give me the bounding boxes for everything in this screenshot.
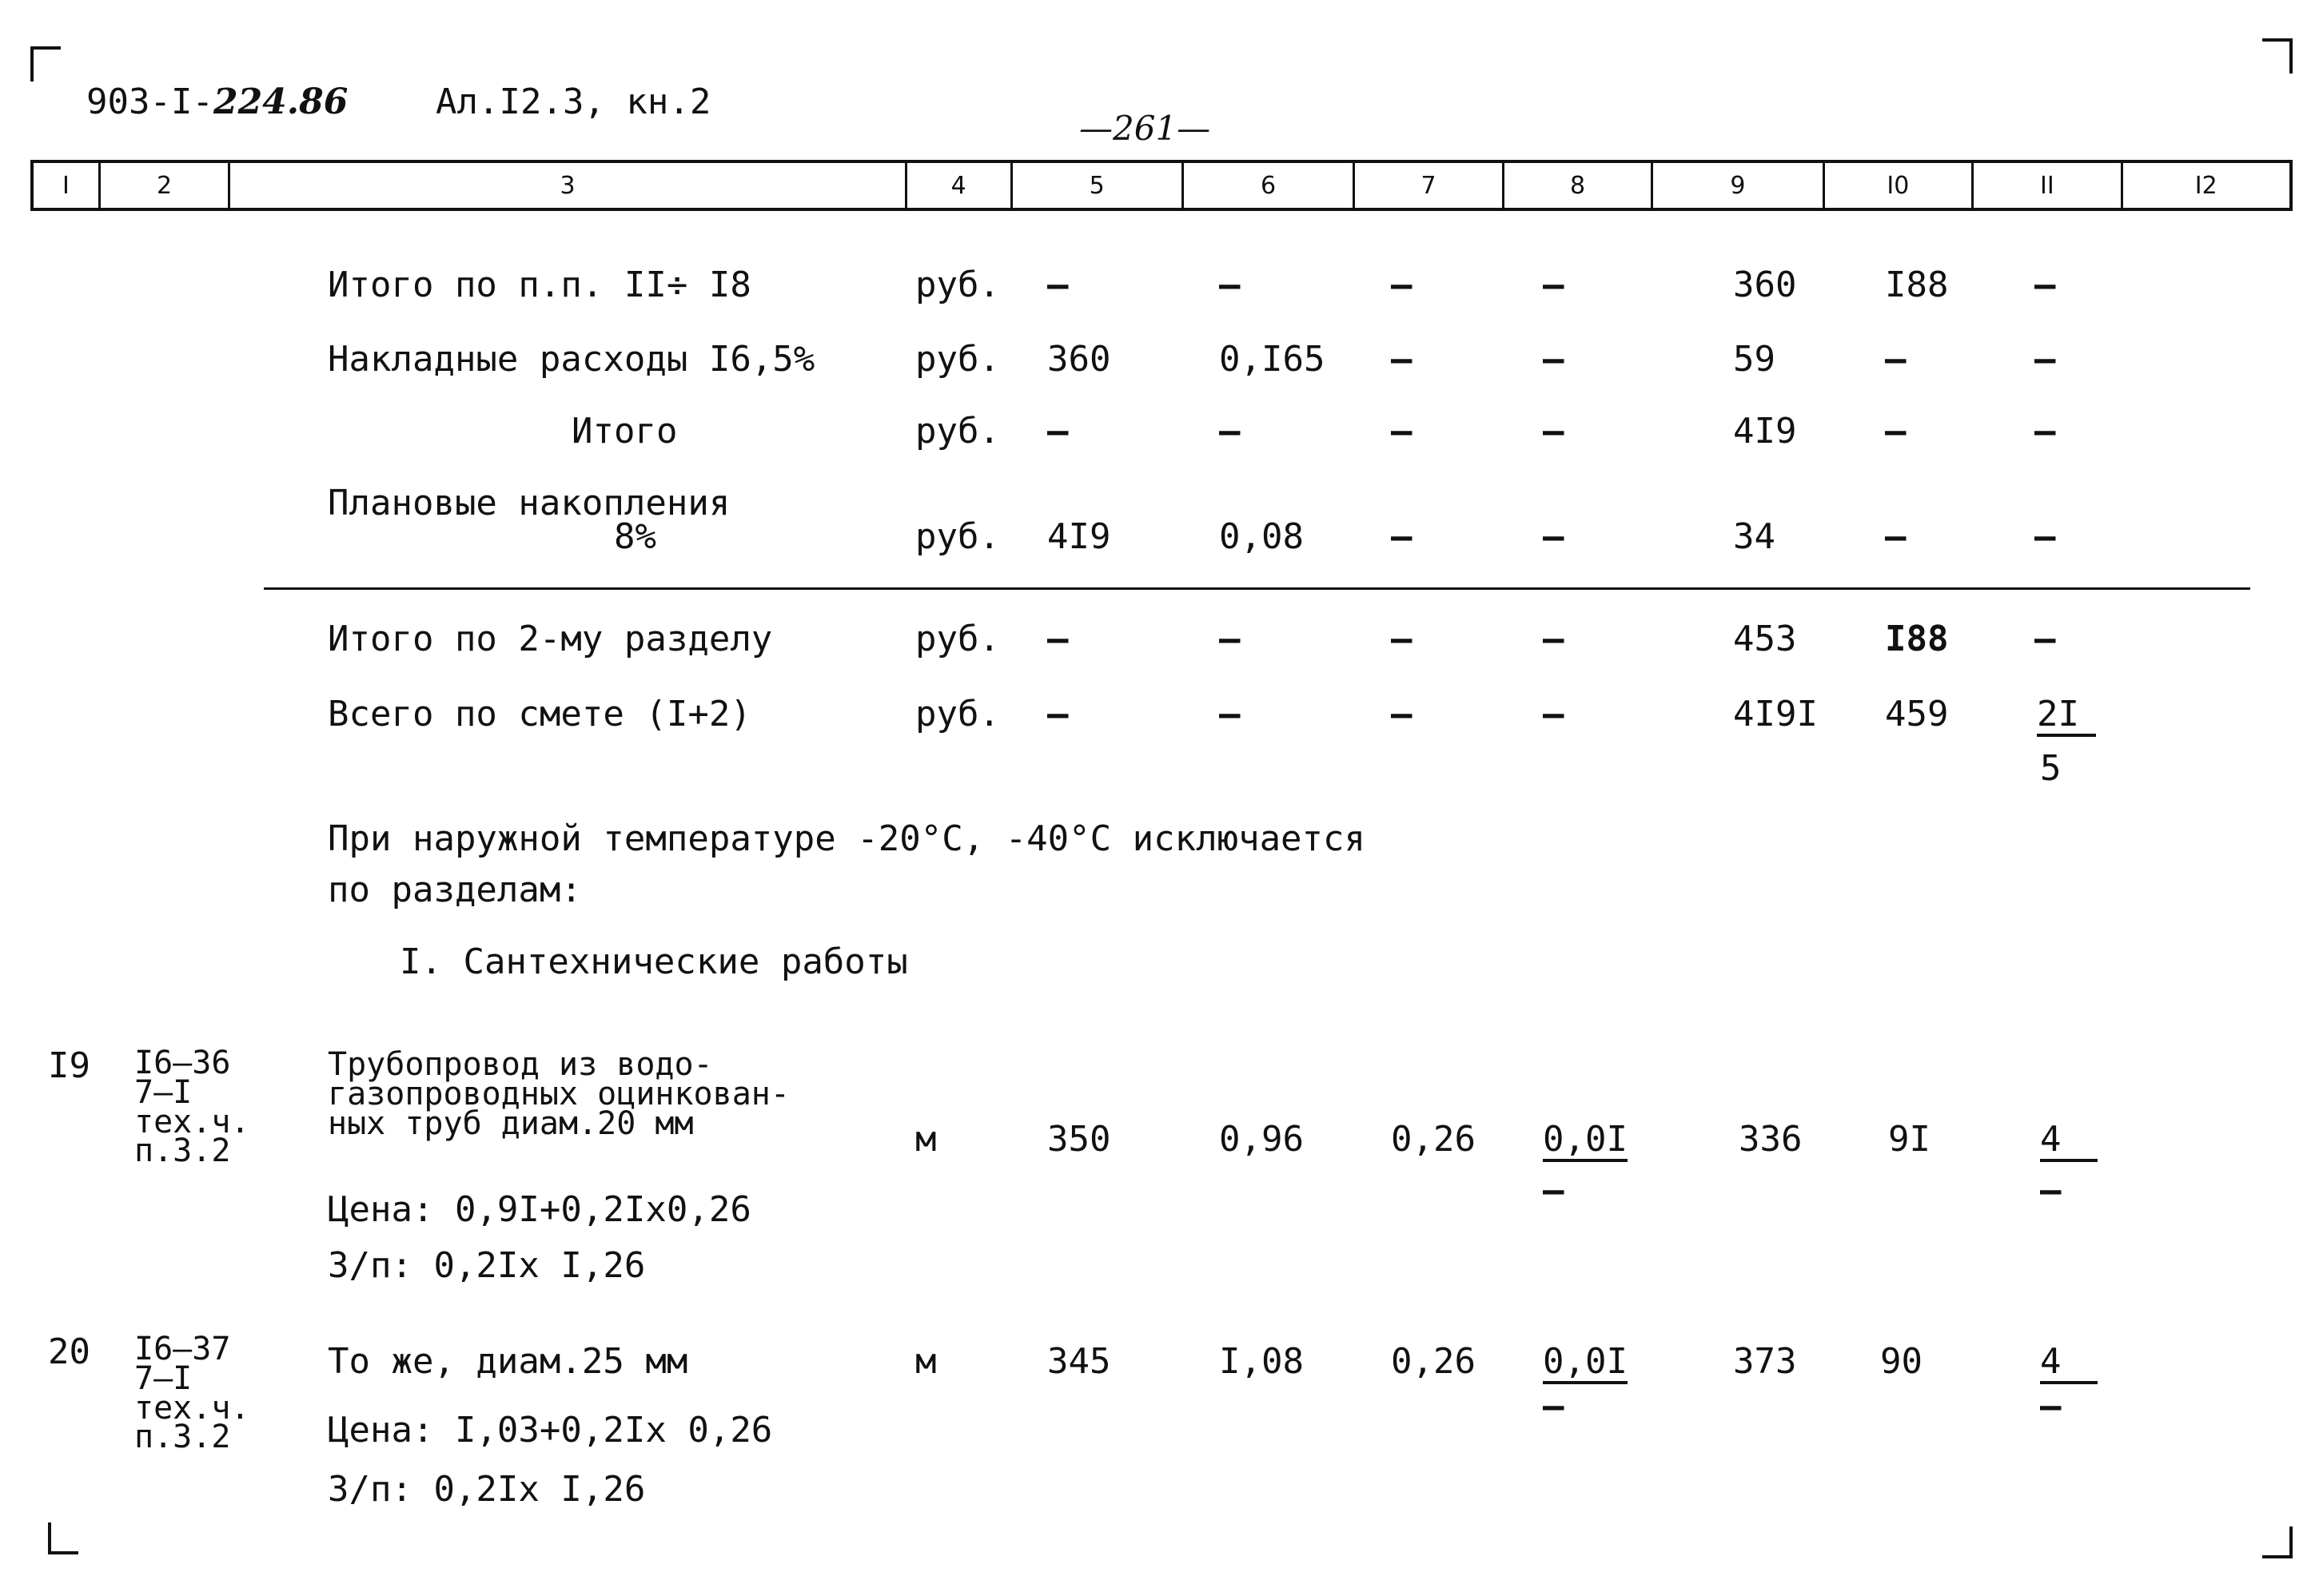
item-reference xyxy=(134,1045,250,1170)
item-description-line: газопроводных оцинкован- xyxy=(328,1075,790,1112)
cell-col10: 459 xyxy=(1885,694,1949,734)
cell-col11-denominator: – xyxy=(2040,1386,2062,1427)
item-reference xyxy=(134,1331,250,1456)
album-reference: Ал.I2.3, кн.2 xyxy=(436,82,711,122)
item-price-formula: Цена: 0,9I+0,2Iх0,26 xyxy=(328,1189,751,1230)
item-reference-line: I6–36 xyxy=(134,1045,231,1081)
corner-mark-top-right xyxy=(2262,38,2293,74)
column-header-5: 5 xyxy=(1013,163,1184,208)
item-reference-line: тех.ч. xyxy=(134,1103,250,1140)
document-code xyxy=(86,82,349,122)
row-unit: руб. xyxy=(915,516,1000,557)
cell-col7: – xyxy=(1391,694,1413,734)
cell-col4: м xyxy=(915,1119,937,1160)
cell-col11: – xyxy=(2034,339,2056,380)
cell-col11-denominator: – xyxy=(2040,1170,2062,1211)
corner-mark-bottom-left xyxy=(48,1522,78,1554)
item-price-formula: Цена: I,03+0,2Iх 0,26 xyxy=(328,1410,773,1451)
item-wage-formula: З/п: 0,2Iх I,26 xyxy=(328,1469,646,1510)
cell-col7: – xyxy=(1391,265,1413,305)
corner-mark-bottom-right xyxy=(2262,1526,2293,1558)
cell-col9: 34 xyxy=(1733,516,1775,557)
document-code-handwritten: 224.86 xyxy=(213,82,349,122)
row-unit: руб. xyxy=(915,619,1000,659)
cell-col10: I88 xyxy=(1885,619,1949,659)
cell-col9: 4I9 xyxy=(1733,411,1797,452)
row-label: Плановые накопления xyxy=(328,483,731,523)
cell-col6: 0,96 xyxy=(1219,1119,1304,1160)
cell-col11: – xyxy=(2034,265,2056,305)
item-description-line: ных труб диам.20 мм xyxy=(328,1104,694,1142)
row-unit: руб. xyxy=(915,265,1000,305)
cell-col5: – xyxy=(1047,411,1069,452)
cell-col11: – xyxy=(2034,516,2056,557)
cell-col7: – xyxy=(1391,411,1413,452)
column-header-7: 7 xyxy=(1355,163,1504,208)
cell-col8: – xyxy=(1543,265,1564,305)
row-unit: руб. xyxy=(915,694,1000,734)
cell-col7: – xyxy=(1391,619,1413,659)
item-reference-line: тех.ч. xyxy=(134,1389,250,1427)
cell-col6: I,08 xyxy=(1219,1341,1304,1382)
cell-col10: – xyxy=(1885,411,1907,452)
cell-col11-numerator: 4 xyxy=(2040,1344,2098,1384)
row-label: Всего по смете (I+2) xyxy=(328,694,751,734)
cell-col9: 360 xyxy=(1733,265,1797,305)
cell-col5: – xyxy=(1047,265,1069,305)
cell-col6: – xyxy=(1219,694,1241,734)
corner-mark-top-left xyxy=(30,46,61,82)
column-header-1: I xyxy=(34,163,101,208)
cell-col9: 4I9I xyxy=(1733,694,1818,734)
cell-col11: – xyxy=(2034,619,2056,659)
row-label: Итого по 2-му разделу xyxy=(328,619,773,659)
cell-col6: 0,08 xyxy=(1219,516,1304,557)
cell-col5: 4I9 xyxy=(1047,516,1111,557)
section-heading: I. Сантехнические работы xyxy=(400,941,908,982)
cell-col5: 345 xyxy=(1047,1341,1111,1382)
cell-col10: – xyxy=(1885,339,1907,380)
cell-col9: 59 xyxy=(1733,339,1775,380)
cell-col8: – xyxy=(1543,411,1564,452)
row-label: Итого по п.п. II÷ I8 xyxy=(328,265,751,305)
cell-col5: 350 xyxy=(1047,1119,1111,1160)
cell-col6: 0,I65 xyxy=(1219,339,1325,380)
cell-col10: I88 xyxy=(1885,265,1949,305)
cell-col8: – xyxy=(1543,694,1564,734)
cell-col10: 90 xyxy=(1880,1341,1923,1382)
item-reference-line: 7–I xyxy=(134,1359,193,1397)
column-header-12: I2 xyxy=(2194,171,2217,200)
cell-col10: – xyxy=(1885,516,1907,557)
cell-col5: 360 xyxy=(1047,339,1111,380)
cell-col6: – xyxy=(1219,265,1241,305)
item-description xyxy=(328,1046,790,1142)
cell-col8-numerator: 0,0I xyxy=(1543,1344,1628,1384)
cell-col4: м xyxy=(915,1341,937,1382)
cell-col8: – xyxy=(1543,516,1564,557)
cell-col8-denominator: – xyxy=(1543,1386,1564,1427)
row-label: Накладные расходы I6,5% xyxy=(328,339,815,380)
cell-col6: – xyxy=(1219,411,1241,452)
row-unit: руб. xyxy=(915,339,1000,380)
column-header-11: II xyxy=(1974,163,2122,208)
column-header-3: 3 xyxy=(230,163,907,208)
cell-col9: 336 xyxy=(1739,1119,1803,1160)
note-line: по разделам: xyxy=(328,870,582,910)
cell-col7: – xyxy=(1391,339,1413,380)
column-header-6: 6 xyxy=(1184,163,1355,208)
cell-col11-denominator: 5 xyxy=(2040,748,2062,789)
page-number: —261— xyxy=(1079,109,1211,148)
column-header-2: 2 xyxy=(101,163,231,208)
item-reference-line: I6–37 xyxy=(134,1331,231,1367)
item-description: То же, диам.25 мм xyxy=(328,1341,688,1382)
section-divider xyxy=(264,587,2250,590)
item-wage-formula: З/п: 0,2Iх I,26 xyxy=(328,1245,646,1286)
row-label-percent: 8% xyxy=(614,516,656,557)
item-number: 20 xyxy=(48,1331,90,1372)
cell-col7: – xyxy=(1391,516,1413,557)
cell-col5: – xyxy=(1047,619,1069,659)
column-header-10: I0 xyxy=(1825,163,1974,208)
cell-col7: 0,26 xyxy=(1391,1119,1476,1160)
document-code-prefix: 903-I- xyxy=(86,82,213,122)
item-number: I9 xyxy=(48,1045,90,1086)
cell-col6: – xyxy=(1219,619,1241,659)
column-header-9: 9 xyxy=(1653,163,1824,208)
cell-col11: – xyxy=(2034,411,2056,452)
row-label: Итого xyxy=(572,411,678,452)
cell-col11-numerator: 4 xyxy=(2040,1122,2098,1162)
cell-col8: – xyxy=(1543,619,1564,659)
item-description-line: Трубопровод из водо- xyxy=(328,1046,713,1083)
item-reference-line: п.3.2 xyxy=(134,1132,231,1170)
cell-col8-denominator: – xyxy=(1543,1170,1564,1211)
note-line: При наружной температуре -20°С, -40°С исключается xyxy=(328,818,1366,859)
cell-col11-numerator: 2I xyxy=(2037,697,2096,737)
cell-col9: 373 xyxy=(1733,1341,1797,1382)
column-header-row xyxy=(30,160,2293,211)
cell-col5: – xyxy=(1047,694,1069,734)
column-header-4: 4 xyxy=(907,163,1013,208)
column-header-8: 8 xyxy=(1504,163,1653,208)
cell-col8: – xyxy=(1543,339,1564,380)
item-reference-line: п.3.2 xyxy=(134,1419,231,1456)
item-reference-line: 7–I xyxy=(134,1073,193,1111)
cell-col10: 9I xyxy=(1888,1119,1931,1160)
row-unit: руб. xyxy=(915,411,1000,452)
cell-col9: 453 xyxy=(1733,619,1797,659)
cell-col7: 0,26 xyxy=(1391,1341,1476,1382)
cell-col8-numerator: 0,0I xyxy=(1543,1122,1628,1162)
